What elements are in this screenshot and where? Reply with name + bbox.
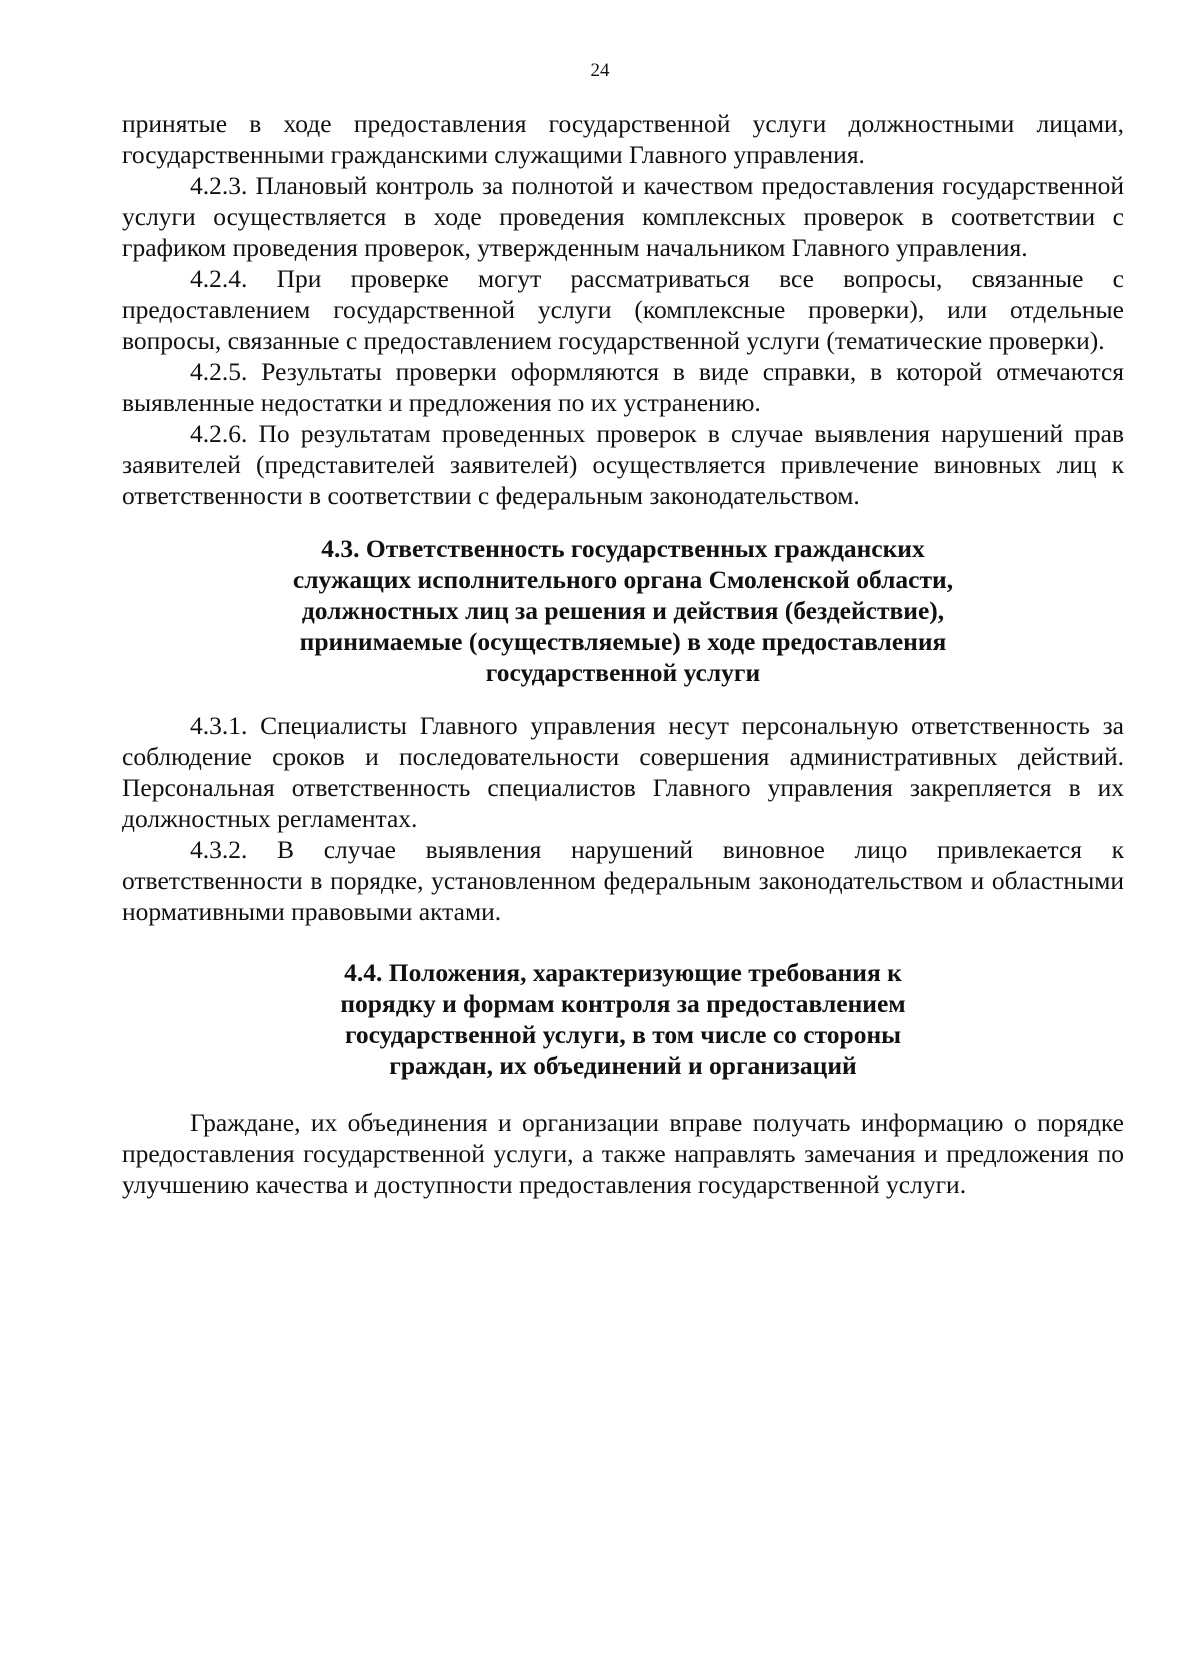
paragraph-4-3-2: 4.3.2. В случае выявления нарушений виновное лицо привлекается к ответственности в порядке, установленном федеральным законодательством и областными нормативными правовыми актами. [122, 835, 1124, 926]
paragraph-4-2-3: 4.2.3. Плановый контроль за полнотой и качеством предоставления государственной услуги осуществляется в ходе проведения комплексных проверок в соответствии с графиком проведения проверок, утвержденным начальником Главного управления. [122, 171, 1124, 262]
section-heading-4-3: 4.3. Ответственность государственных гражданских служащих исполнительного органа Смоленской области, должностных лиц за решения и действия (бездействие), принимаемые (осуществляемые) в ходе предоставления государственной услуги [292, 534, 954, 687]
paragraph-4-2-4: 4.2.4. При проверке могут рассматриваться все вопросы, связанные с предоставлением государственной услуги (комплексные проверки), или отдельные вопросы, связанные с предоставлением государственной услуги (тематические проверки). [122, 264, 1124, 355]
paragraph-continuation: принятые в ходе предоставления государственной услуги должностными лицами, государственными гражданскими служащими Главного управления. [122, 109, 1124, 169]
paragraph-4-2-6: 4.2.6. По результатам проведенных проверок в случае выявления нарушений прав заявителей (представителей заявителей) осуществляется привлечение виновных лиц к ответственности в соответствии с федеральным законодательством. [122, 419, 1124, 510]
section-heading-4-4: 4.4. Положения, характеризующие требования к порядку и формам контроля за предоставлением государственной услуги, в том числе со стороны граждан, их объединений и организаций [340, 958, 906, 1080]
paragraph-4-3-1: 4.3.1. Специалисты Главного управления несут персональную ответственность за соблюдение сроков и последовательности совершения административных действий. Персональная ответственность специалистов Главного управления закрепляется в их должностных регламентах. [122, 711, 1124, 833]
paragraph-citizens-rights: Граждане, их объединения и организации вправе получать информацию о порядке предоставления государственной услуги, а также направлять замечания и предложения по улучшению качества и доступности предоставления государственной услуги. [122, 1108, 1124, 1199]
paragraph-4-2-5: 4.2.5. Результаты проверки оформляются в виде справки, в которой отмечаются выявленные недостатки и предложения по их устранению. [122, 357, 1124, 417]
page-number: 24 [590, 60, 610, 81]
document-body [122, 108, 1124, 1200]
